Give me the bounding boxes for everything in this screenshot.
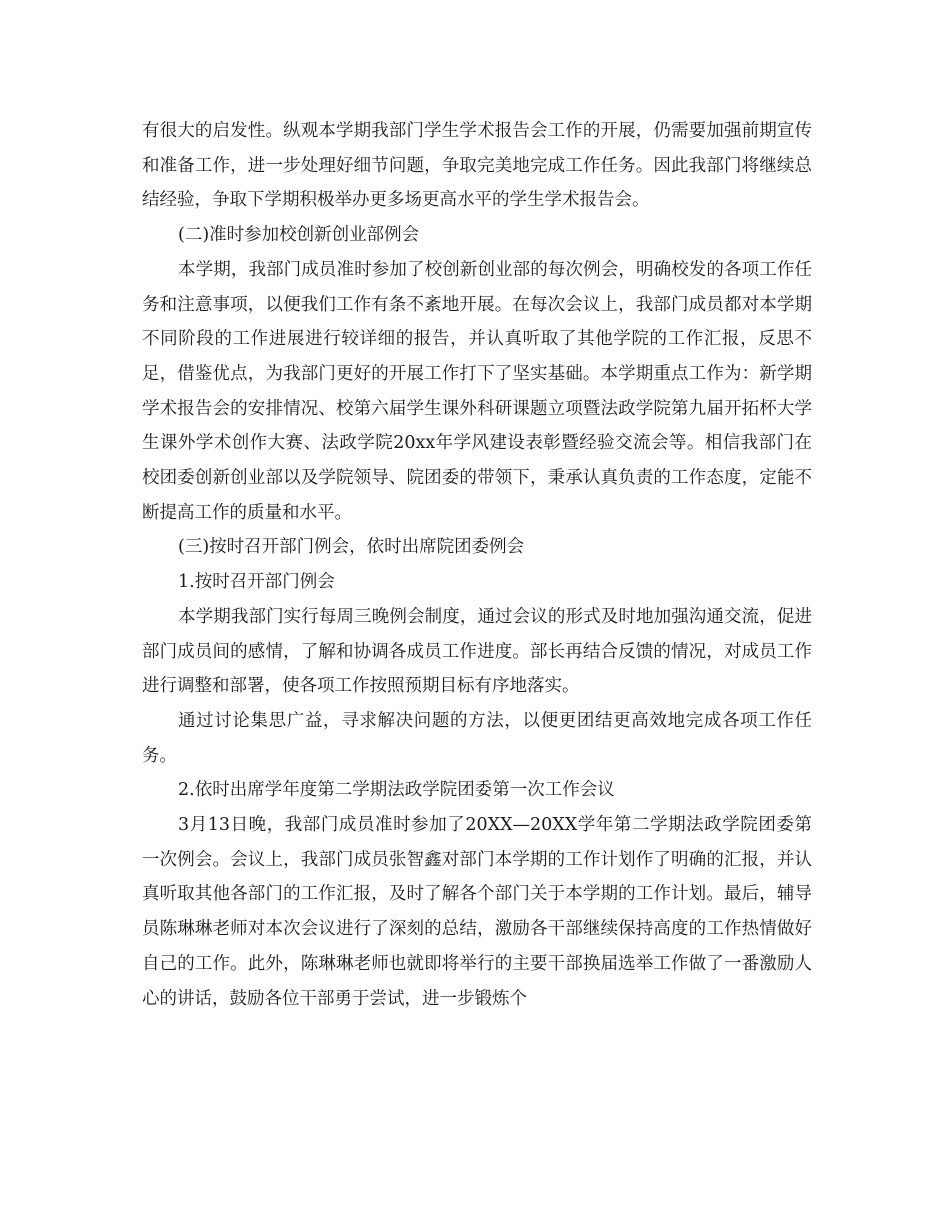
document-body bbox=[142, 114, 812, 1016]
paragraph-3: 本学期我部门实行每周三晚例会制度，通过会议的形式及时地加强沟通交流，促进部门成员间的感情，了解和协调各成员工作进度。部长再结合反馈的情况，对成员工作进行调整和部署，使各项工作按照预期目标有序地落实。 bbox=[142, 606, 812, 697]
paragraph-1: 有很大的启发性。纵观本学期我部门学生学术报告会工作的开展，仍需要加强前期宣传和准备工作，进一步处理好细节问题，争取完美地完成工作任务。因此我部门将继续总结经验，争取下学期积极举办更多场更高水平的学生学术报告会。 bbox=[142, 121, 812, 211]
paragraph-4: 通过讨论集思广益，寻求解决问题的方法，以便更团结更高效地完成各项工作任务。 bbox=[142, 710, 812, 766]
subheading-3-1: 1.按时召开部门例会 bbox=[178, 572, 335, 593]
paragraph-2: 本学期，我部门成员准时参加了校创新创业部的每次例会，明确校发的各项工作任务和注意事项，以便我们工作有条不紊地开展。在每次会议上，我部门成员都对本学期不同阶段的工作进展进行较详细的报告，并认真听取了其他学院的工作汇报，反思不足，借鉴优点，为我部门更好的开展工作打下了坚实基础。本学期重点工作为：新学期学术报告会的安排情况、校第六届学生课外科研课题立项暨法政学院第九届开拓杯大学生课外学术创作大赛、法政学院20xx年学风建设表彰暨经验交流会等。相信我部门在校团委创新创业部以及学院领导、院团委的带领下，秉承认真负责的工作态度，定能不断提高工作的质量和水平。 bbox=[142, 259, 812, 523]
paragraph-5: 3月13日晚，我部门成员准时参加了20XX—20XX学年第二学期法政学院团委第一次例会。会议上，我部门成员张智鑫对部门本学期的工作计划作了明确的汇报，并认真听取其他各部门的工作汇报，及时了解各个部门关于本学期的工作计划。最后，辅导员陈琳琳老师对本次会议进行了深刻的总结，激励各干部继续保持高度的工作热情做好自己的工作。此外，陈琳琳老师也就即将举行的主要干部换届选举工作做了一番激励人心的讲话，鼓励各位干部勇于尝试，进一步锻炼个 bbox=[142, 815, 812, 1009]
section-heading-3: (三)按时召开部门例会，依时出席院团委例会 bbox=[178, 537, 525, 558]
section-heading-2: (二)准时参加校创新创业部例会 bbox=[178, 225, 420, 246]
subheading-3-2: 2.依时出席学年度第二学期法政学院团委第一次工作会议 bbox=[178, 780, 615, 801]
